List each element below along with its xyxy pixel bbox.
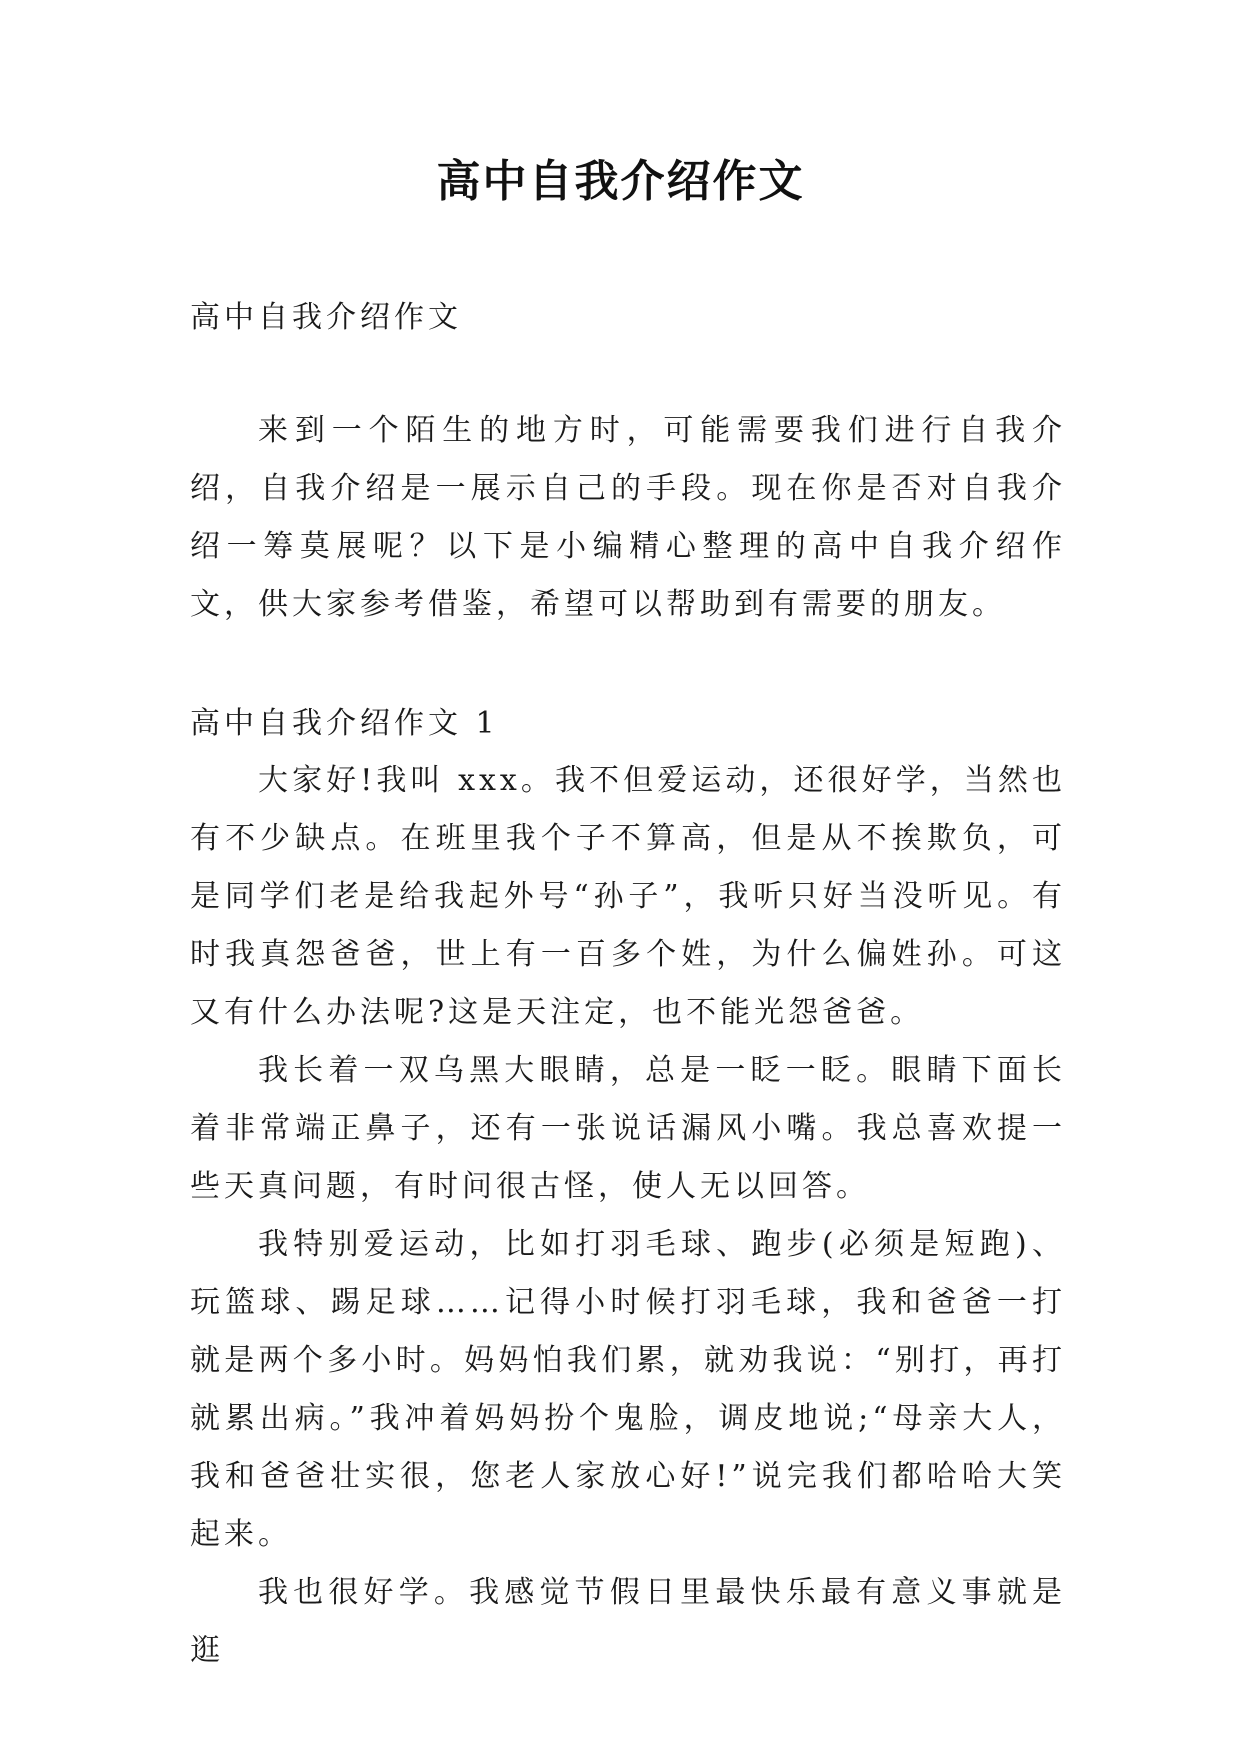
document-title: 高中自我介绍作文 [436,156,805,207]
essay-body [190,752,1066,1680]
essay-paragraph: 我也很好学。我感觉节假日里最快乐最有意义事就是逛 [190,1575,1066,1668]
essay-paragraph: 我长着一双乌黑大眼睛，总是一眨一眨。眼睛下面长着非常端正鼻子，还有一张说话漏风小嘴。我总喜欢提一些天真问题，有时问很古怪，使人无以回答。 [190,1053,1066,1204]
intro-paragraph: 来到一个陌生的地方时，可能需要我们进行自我介绍，自我介绍是一展示自己的手段。现在你是否对自我介绍一筹莫展呢？以下是小编精心整理的高中自我介绍作文，供大家参考借鉴，希望可以帮助到有需要的朋友。 [190,413,1066,622]
essay-paragraph: 大家好!我叫 xxx。我不但爱运动，还很好学，当然也有不少缺点。在班里我个子不算高，但是从不挨欺负，可是同学们老是给我起外号“孙子”，我听只好当没听见。有时我真怨爸爸，世上有一百多个姓，为什么偏姓孙。可这又有什么办法呢?这是天注定，也不能光怨爸爸。 [190,763,1066,1030]
document-subtitle: 高中自我介绍作文 [190,300,462,335]
section-heading: 高中自我介绍作文 1 [190,706,499,741]
essay-paragraph: 我特别爱运动，比如打羽毛球、跑步(必须是短跑)、玩篮球、踢足球……记得小时候打羽毛球，我和爸爸一打就是两个多小时。妈妈怕我们累，就劝我说：“别打，再打就累出病。”我冲着妈妈扮个鬼脸，调皮地说;“母亲大人，我和爸爸壮实很，您老人家放心好!”说完我们都哈哈大笑起来。 [190,1227,1066,1552]
